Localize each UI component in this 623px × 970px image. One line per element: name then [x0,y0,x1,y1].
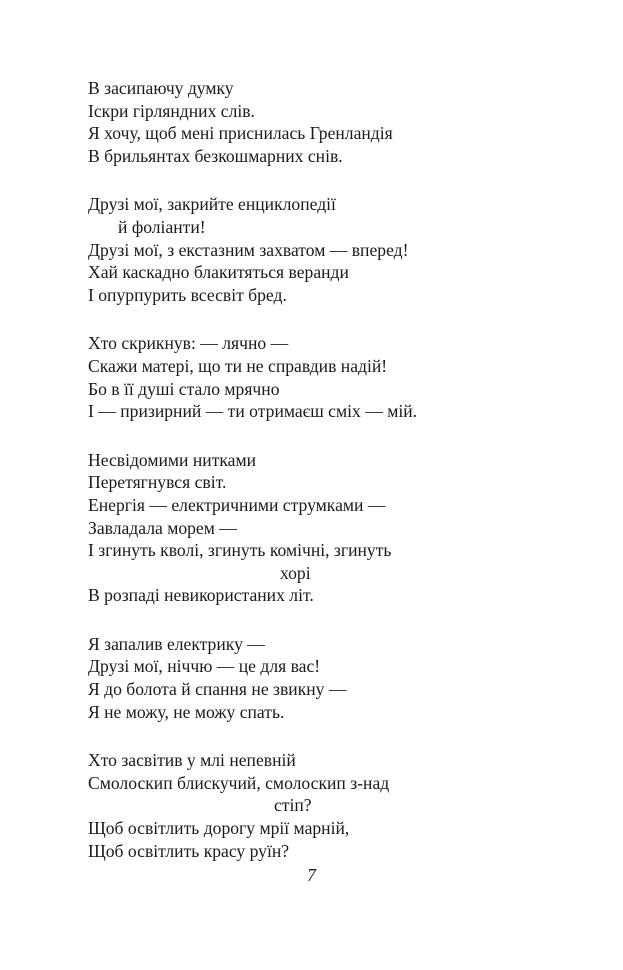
poem-line: Завладала морем — [88,517,237,538]
poem-line: Несвідомими нитками [88,449,257,470]
poem-line: В розпаді невикористаних літ. [88,585,314,606]
stanza-5 [88,633,548,723]
stanza-3 [88,332,548,422]
poem-line-continuation: стіп? [274,795,312,816]
poem-line: Я до болота й спання не звикну — [88,679,347,700]
poem-line: І згинуть кволі, згинуть комічні, згинуть [88,540,392,561]
page-number: 7 [307,865,316,885]
poem-line: Енергія — електричними струмками — [88,494,386,515]
poem-line: І — призирний — ти отримаєш сміх — мій. [88,401,418,422]
poem-line: Смолоскип блискучий, смолоскип з-над [88,772,390,793]
poem-line: Я не можу, не можу спать. [88,701,285,722]
poem-line: Друзі мої, ніччю — це для вас! [88,656,321,677]
poem-line: Я хочу, щоб мені приснилась Гренландія [88,123,393,144]
poem-text [88,77,548,888]
poem-line: Хай каскадно блакитяться веранди [88,262,349,283]
poem-line-continuation: й фоліанти! [118,216,206,237]
poem-line: Щоб освітлить дорогу мрії марній, [88,818,350,839]
poem-line: Друзі мої, з екстазним захватом — вперед! [88,239,409,260]
poem-line: Іскри гірляндних слів. [88,100,255,121]
poem-line: Хто засвітив у млі непевній [88,750,296,771]
poem-line: Хто скрикнув: — лячно — [88,333,289,354]
stanza-2 [88,193,548,306]
poem-line: І опурпурить всесвіт бред. [88,284,287,305]
poem-line: Скажи матері, що ти не справдив надій! [88,355,388,376]
stanza-6 [88,749,548,862]
poem-line: В засипаючу думку [88,78,234,98]
poem-line: Щоб освітлить красу руїн? [88,840,290,861]
stanza-4 [88,449,548,607]
poem-line: В брильянтах безкошмарних снів. [88,145,343,166]
poem-line: Я запалив електрику — [88,633,265,654]
poem-line: Друзі мої, закрийте енциклопедії [88,194,336,215]
poem-line: Перетягнувся світ. [88,472,227,493]
poem-line-continuation: хорі [280,562,311,583]
poem-line: Бо в її душі стало мрячно [88,378,280,399]
stanza-1 [88,77,548,167]
